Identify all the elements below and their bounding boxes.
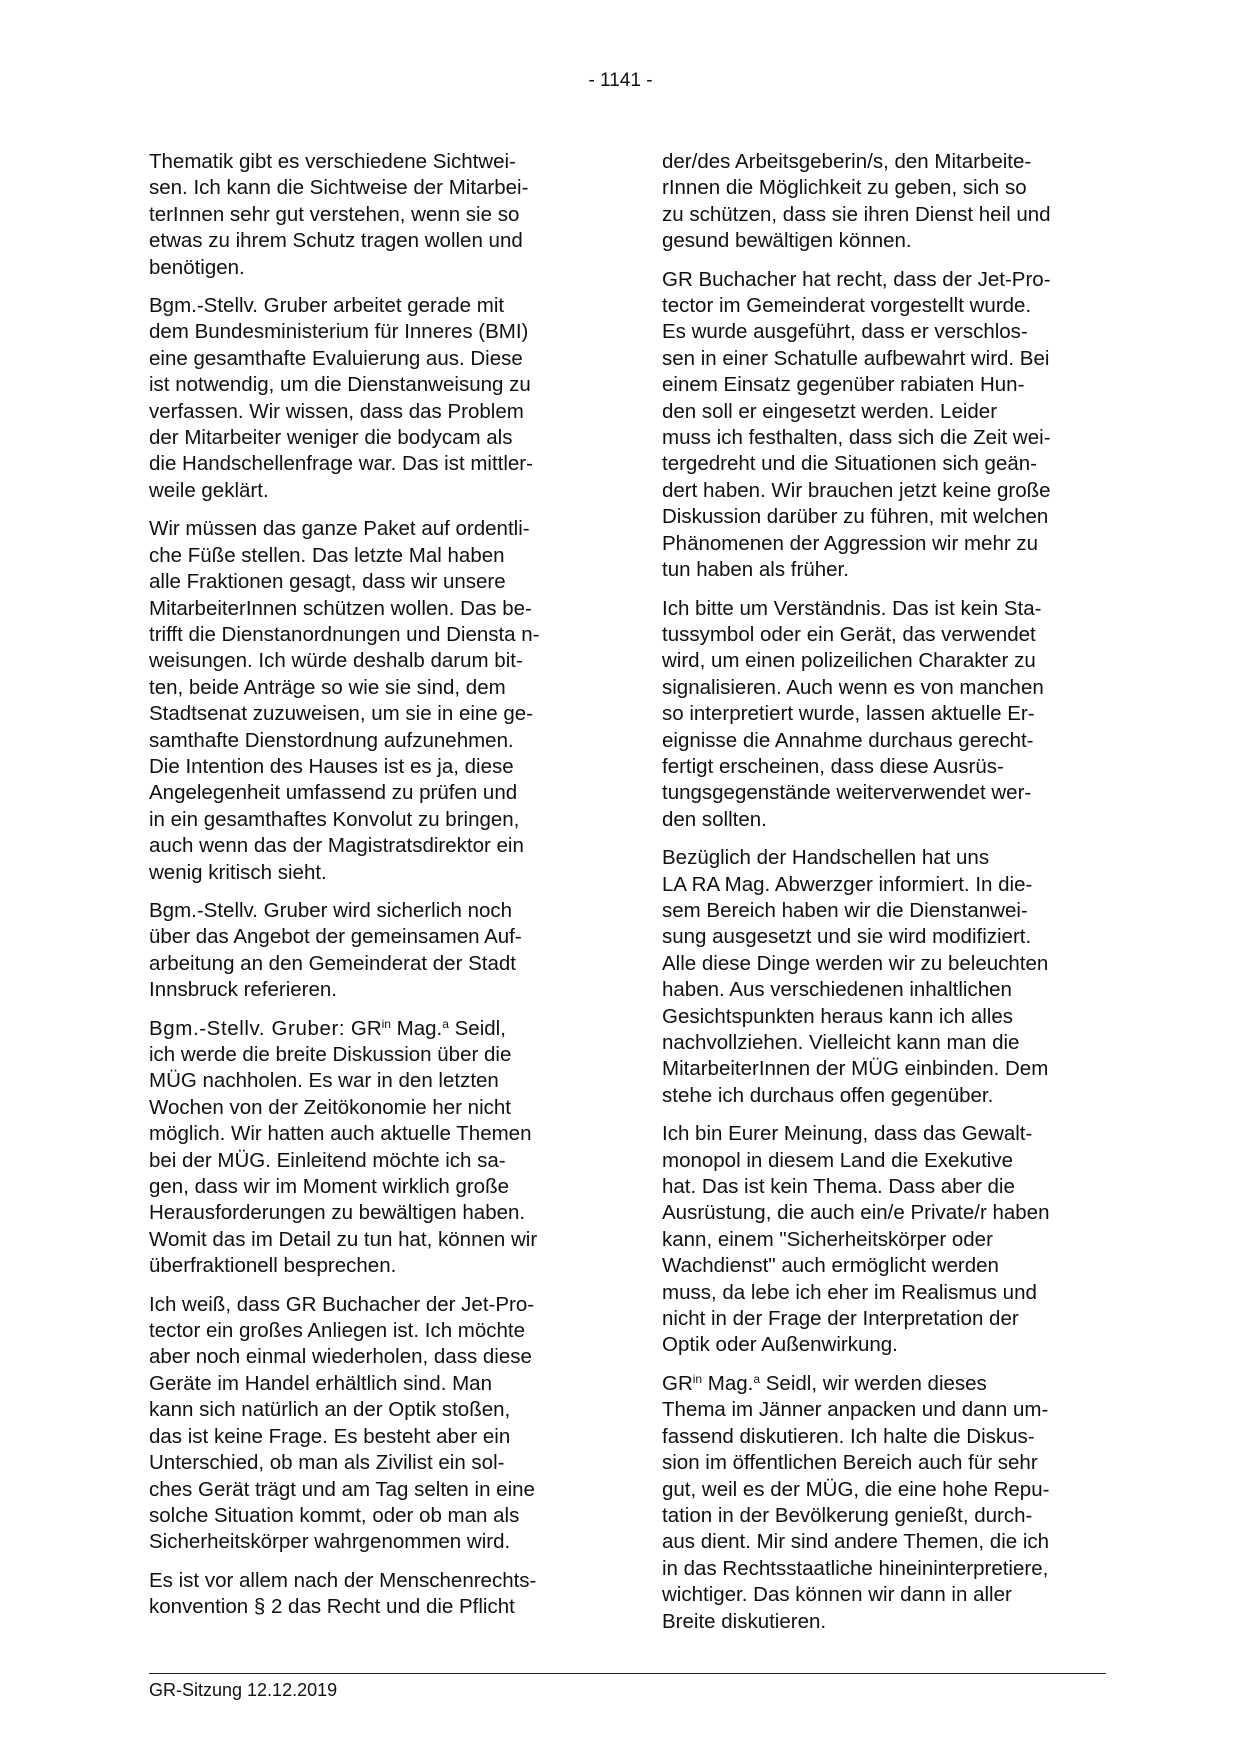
- footer-divider: [149, 1673, 1106, 1674]
- superscript: in: [381, 1016, 391, 1031]
- text-fragment: GR: [345, 1016, 382, 1040]
- paragraph: Es ist vor allem nach der Menschenrechts- konvention § 2 das Recht und die Pflicht: [149, 1568, 537, 1619]
- paragraph: Bgm.-Stellv. Gruber wird sicherlich noch über das Angebot der gemeinsamen Auf- arbeitung an den Gemeinderat der Stadt Innsbruck referieren.: [149, 898, 522, 1002]
- paragraph: Bezüglich der Handschellen hat uns LA RA Mag. Abwerzger informiert. In die- sem Bereich haben wir die Dienstanwei- sung ausgesetzt und sie wird modifiziert. Alle diese Dinge werden wir zu beleuchten haben. Aus verschiedenen inhaltlichen Gesichtspunkten heraus kann ich alles nachvollziehen. Vielleicht kann man die MitarbeiterInnen der MÜG einbinden. Dem stehe ich durchaus offen gegenüber.: [662, 846, 1049, 1107]
- paragraph: [662, 1371, 1102, 1635]
- paragraph: Ich bin Eurer Meinung, dass das Gewalt- monopol in diesem Land die Exekutive hat. Das ist kein Thema. Dass aber die Ausrüstung, die auch ein/e Private/r haben kann, einem "Sicherheitskörper oder Wachdienst" auch ermöglicht werden muss, da lebe ich eher im Realismus und nicht in der Frage der Interpretation der Optik oder Außenwirkung.: [662, 1122, 1050, 1357]
- text-fragment: GR: [662, 1371, 693, 1395]
- footer-text: GR-Sitzung 12.12.2019: [149, 1680, 338, 1700]
- paragraph: Bgm.-Stellv. Gruber arbeitet gerade mit dem Bundesministerium für Inneres (BMI) eine gesamthafte Evaluierung aus. Diese ist notwendig, um die Dienstanweisung zu verfassen. Wir wissen, dass das Problem der Mitarbeiter weniger die bodycam als die Handschellenfrage war. Das ist mittler- weile geklärt.: [149, 294, 533, 502]
- text-fragment: Mag.: [702, 1371, 754, 1395]
- speaker-label: Bgm.-Stellv. Gruber:: [149, 1016, 346, 1040]
- paragraph: Ich weiß, dass GR Buchacher der Jet-Pro- tector ein großes Anliegen ist. Ich möchte aber noch einmal wiederholen, dass diese Geräte im Handel erhältlich sind. Man kann sich natürlich an der Optik stoßen, das ist keine Frage. Es besteht aber ein Unterschied, ob man als Zivilist ein sol- ches Gerät trägt und am Tag selten in eine solche Situation kommt, oder ob man als Sicherheitskörper wahrgenommen wird.: [149, 1292, 535, 1554]
- paragraph: GR Buchacher hat recht, dass der Jet-Pro- tector im Gemeinderat vorgestellt wurde. Es wurde ausgeführt, dass er verschlos- sen in einer Schatulle aufbewahrt wird. Bei einem Einsatz gegenüber rabiaten Hun- den soll er eingesetzt werden. Leider muss ich festhalten, dass sich die Zeit wei- tergedreht und die Situationen sich geän- dert haben. Wir brauchen jetzt keine große Diskussion darüber zu führen, mit welchen Phänomenen der Aggression wir mehr zu tun haben als früher.: [662, 267, 1051, 582]
- superscript: in: [692, 1371, 703, 1386]
- paragraph: Wir müssen das ganze Paket auf ordentli- che Füße stellen. Das letzte Mal haben alle Fraktionen gesagt, dass wir unsere MitarbeiterInnen schützen wollen. Das be- trifft die Dienstanordnungen und Diensta n- weisungen. Ich würde deshalb darum bit- ten, beide Anträge so wie sie sind, dem Stadtsenat zuzuweisen, um sie in eine ge- samthafte Dienstordnung aufzunehmen. Die Intention des Hauses ist es ja, diese Angelegenheit umfassend zu prüfen und in ein gesamthaftes Konvolut zu bringen, auch wenn das der Magistratsdirektor ein wenig kritisch sieht.: [149, 517, 540, 884]
- text-fragment: Mag.: [390, 1016, 443, 1040]
- paragraph: der/des Arbeitsgeberin/s, den Mitarbeite- rInnen die Möglichkeit zu geben, sich so zu schützen, dass sie ihren Dienst heil und gesund bewältigen können.: [662, 150, 1051, 253]
- paragraph: Ich bitte um Verständnis. Das ist kein Sta- tussymbol oder ein Gerät, das verwendet wird, um einen polizeilichen Charakter zu signalisieren. Auch wenn es von manchen so interpretiert wurde, lassen aktuelle Er- eignisse die Annahme durchaus gerecht- fertigt erscheinen, dass diese Ausrüs- tungsgegenstände weiterverwendet wer- den sollten.: [662, 596, 1044, 831]
- left-column: [149, 149, 589, 1633]
- text-fragment: Seidl, ich werde die breite Diskussion über die MÜG nachholen. Es war in den letzten Wochen von der Zeitökonomie her nicht möglich. Wir hatten auch aktuelle Themen bei der MÜG. Einleitend möchte ich sa- gen, dass wir im Moment wirklich große Herausforderungen zu bewältigen haben. Womit das im Detail zu tun hat, können wir überfraktionell besprechen.: [149, 1016, 538, 1278]
- superscript: a: [753, 1371, 761, 1386]
- paragraph: Thematik gibt es verschiedene Sichtwei- sen. Ich kann die Sichtweise der Mitarbei- terInnen sehr gut verstehen, wenn sie so etwas zu ihrem Schutz tragen wollen und benötigen.: [149, 150, 529, 279]
- right-column: [662, 149, 1102, 1647]
- page-number: - 1141 -: [588, 70, 653, 91]
- speaker-paragraph: [149, 1016, 589, 1280]
- superscript: a: [442, 1016, 449, 1031]
- text-fragment: Seidl, wir werden dieses Thema im Jänner anpacken und dann um- fassend diskutieren. Ich halte die Diskus- sion im öffentlichen Bereich auch für sehr gut, weil es der MÜG, die eine hohe Repu- tation in der Bevölkerung genießt, durch- aus dient. Mir sind andere Themen, die ich in das Rechtsstaatliche hineininterpretiere, wichtiger. Das können wir dann in aller Breite diskutieren.: [662, 1371, 1050, 1633]
